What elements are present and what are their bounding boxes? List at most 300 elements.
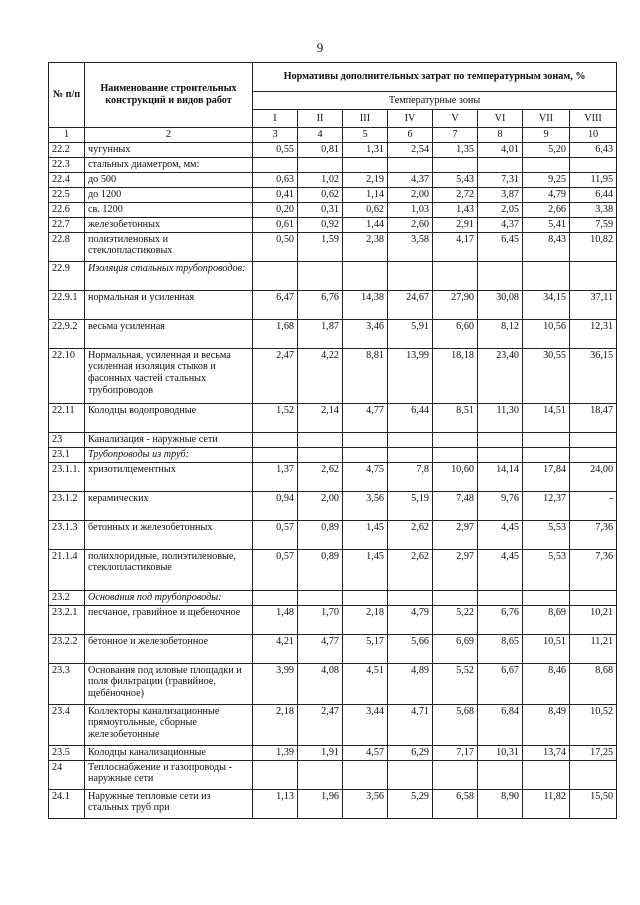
- row-value: [523, 447, 570, 462]
- row-value: [523, 157, 570, 172]
- row-code: 22.8: [49, 232, 85, 261]
- row-code: 23.3: [49, 663, 85, 704]
- row-value: 6,29: [388, 745, 433, 760]
- row-value: 23,40: [478, 348, 523, 403]
- row-code: 22.6: [49, 202, 85, 217]
- row-code: 23.1.1.: [49, 462, 85, 491]
- row-value: 13,99: [388, 348, 433, 403]
- row-value: 5,53: [523, 520, 570, 549]
- column-number: 9: [523, 128, 570, 143]
- row-value: 4,45: [478, 549, 523, 590]
- row-value: [388, 760, 433, 789]
- row-value: [298, 590, 343, 605]
- row-value: 2,14: [298, 403, 343, 432]
- zone-header: V: [433, 110, 478, 128]
- row-value: 8,51: [433, 403, 478, 432]
- row-value: [298, 760, 343, 789]
- row-value: 27,90: [433, 290, 478, 319]
- zone-header: VI: [478, 110, 523, 128]
- row-value: 4,37: [388, 172, 433, 187]
- table-row: [49, 590, 617, 605]
- row-value: 2,72: [433, 187, 478, 202]
- row-value: 2,54: [388, 142, 433, 157]
- row-value: 7,31: [478, 172, 523, 187]
- row-name: Коллекторы канализационные прямоугольные, сборные железобетонные: [85, 704, 253, 745]
- row-value: 14,51: [523, 403, 570, 432]
- row-code: 22.2: [49, 142, 85, 157]
- row-value: 10,82: [570, 232, 617, 261]
- row-value: 6,84: [478, 704, 523, 745]
- row-value: [523, 760, 570, 789]
- row-value: 2,05: [478, 202, 523, 217]
- column-number: 6: [388, 128, 433, 143]
- row-value: 5,29: [388, 789, 433, 818]
- row-value: 8,69: [523, 605, 570, 634]
- row-code: 22.9.1: [49, 290, 85, 319]
- row-value: 14,38: [343, 290, 388, 319]
- row-value: 5,91: [388, 319, 433, 348]
- row-value: 10,21: [570, 605, 617, 634]
- row-value: 17,84: [523, 462, 570, 491]
- row-value: 1,43: [433, 202, 478, 217]
- row-value: [478, 432, 523, 447]
- page-number: 9: [316, 40, 324, 55]
- row-name: до 500: [85, 172, 253, 187]
- row-value: [478, 447, 523, 462]
- row-value: 7,17: [433, 745, 478, 760]
- row-value: [253, 590, 298, 605]
- row-value: 1,48: [253, 605, 298, 634]
- row-value: 5,53: [523, 549, 570, 590]
- row-value: 0,62: [298, 187, 343, 202]
- row-value: 3,99: [253, 663, 298, 704]
- row-name: Трубопроводы из труб:: [85, 447, 253, 462]
- row-value: 2,97: [433, 520, 478, 549]
- row-value: 17,25: [570, 745, 617, 760]
- row-value: 2,91: [433, 217, 478, 232]
- row-name: Наружные тепловые сети из стальных труб при: [85, 789, 253, 818]
- row-name: железобетонных: [85, 217, 253, 232]
- row-value: 15,50: [570, 789, 617, 818]
- row-value: [478, 261, 523, 290]
- zone-header: VIII: [570, 110, 617, 128]
- column-number: 5: [343, 128, 388, 143]
- row-value: 0,50: [253, 232, 298, 261]
- row-value: 6,47: [253, 290, 298, 319]
- row-value: 2,97: [433, 549, 478, 590]
- row-code: 22.10: [49, 348, 85, 403]
- row-name: до 1200: [85, 187, 253, 202]
- row-name: Канализация - наружные сети: [85, 432, 253, 447]
- row-value: 24,00: [570, 462, 617, 491]
- row-code: 23: [49, 432, 85, 447]
- row-value: 1,70: [298, 605, 343, 634]
- row-value: 7,8: [388, 462, 433, 491]
- row-value: 8,46: [523, 663, 570, 704]
- row-value: 1,91: [298, 745, 343, 760]
- row-value: 12,37: [523, 491, 570, 520]
- row-value: 1,39: [253, 745, 298, 760]
- row-value: 6,45: [478, 232, 523, 261]
- row-value: 5,68: [433, 704, 478, 745]
- row-value: 1,35: [433, 142, 478, 157]
- row-name: полиэтиленовых и стеклопластиковых: [85, 232, 253, 261]
- row-value: 0,31: [298, 202, 343, 217]
- row-value: 10,51: [523, 634, 570, 663]
- row-value: 4,77: [298, 634, 343, 663]
- row-value: [388, 157, 433, 172]
- row-name: Основания под иловые площадки и поля фильтрации (гравийное, щебёночное): [85, 663, 253, 704]
- row-value: 9,76: [478, 491, 523, 520]
- row-value: [570, 760, 617, 789]
- column-number: 1: [49, 128, 85, 143]
- row-value: 2,66: [523, 202, 570, 217]
- row-value: 3,56: [343, 491, 388, 520]
- row-code: 23.1: [49, 447, 85, 462]
- row-value: 0,63: [253, 172, 298, 187]
- header-zones-label: Температурные зоны: [253, 92, 617, 110]
- row-name: песчаное, гравийное и щебеночное: [85, 605, 253, 634]
- zone-header: VII: [523, 110, 570, 128]
- header-no: № п/п: [49, 63, 85, 128]
- table-row: [49, 520, 617, 549]
- column-number: 10: [570, 128, 617, 143]
- row-value: 0,20: [253, 202, 298, 217]
- row-value: 4,01: [478, 142, 523, 157]
- row-value: 5,22: [433, 605, 478, 634]
- row-name: Теплоснабжение и газопроводы - наружные сети: [85, 760, 253, 789]
- row-value: 6,43: [570, 142, 617, 157]
- row-value: 7,36: [570, 520, 617, 549]
- row-name: св. 1200: [85, 202, 253, 217]
- row-value: 4,21: [253, 634, 298, 663]
- row-value: 3,58: [388, 232, 433, 261]
- row-name: бетонное и железобетонное: [85, 634, 253, 663]
- row-value: 0,57: [253, 549, 298, 590]
- row-value: 7,48: [433, 491, 478, 520]
- row-value: 4,17: [433, 232, 478, 261]
- row-value: 10,60: [433, 462, 478, 491]
- row-value: -: [570, 491, 617, 520]
- row-code: 23.2: [49, 590, 85, 605]
- row-value: 8,43: [523, 232, 570, 261]
- row-name: весьма усиленная: [85, 319, 253, 348]
- row-value: [433, 157, 478, 172]
- row-value: 1,52: [253, 403, 298, 432]
- column-number: 4: [298, 128, 343, 143]
- row-value: 2,47: [253, 348, 298, 403]
- row-value: 5,20: [523, 142, 570, 157]
- table-body: [49, 142, 617, 818]
- row-value: [298, 432, 343, 447]
- row-value: 7,59: [570, 217, 617, 232]
- row-value: 6,76: [478, 605, 523, 634]
- row-name: Колодцы канализационные: [85, 745, 253, 760]
- row-value: [343, 447, 388, 462]
- zone-header: III: [343, 110, 388, 128]
- row-value: 2,18: [343, 605, 388, 634]
- row-value: 2,62: [298, 462, 343, 491]
- row-value: 0,89: [298, 520, 343, 549]
- row-value: 3,46: [343, 319, 388, 348]
- row-value: [523, 590, 570, 605]
- row-value: [570, 590, 617, 605]
- row-value: [253, 261, 298, 290]
- row-value: [253, 157, 298, 172]
- row-value: 1,37: [253, 462, 298, 491]
- row-value: 5,43: [433, 172, 478, 187]
- row-value: 4,79: [523, 187, 570, 202]
- row-name: чугунных: [85, 142, 253, 157]
- row-code: 22.5: [49, 187, 85, 202]
- row-value: [343, 760, 388, 789]
- row-value: [478, 157, 523, 172]
- row-value: 4,77: [343, 403, 388, 432]
- column-number: 8: [478, 128, 523, 143]
- table-row: [49, 202, 617, 217]
- table-row: [49, 232, 617, 261]
- row-value: 8,12: [478, 319, 523, 348]
- row-value: [253, 760, 298, 789]
- row-value: [388, 447, 433, 462]
- row-value: [478, 590, 523, 605]
- row-value: 30,08: [478, 290, 523, 319]
- row-value: 1,13: [253, 789, 298, 818]
- table-row: [49, 172, 617, 187]
- row-value: 6,69: [433, 634, 478, 663]
- row-value: [253, 447, 298, 462]
- row-value: 8,49: [523, 704, 570, 745]
- row-name: бетонных и железобетонных: [85, 520, 253, 549]
- row-value: 2,19: [343, 172, 388, 187]
- row-value: 6,60: [433, 319, 478, 348]
- row-value: 9,25: [523, 172, 570, 187]
- table-row: [49, 348, 617, 403]
- row-value: 1,59: [298, 232, 343, 261]
- row-value: 0,55: [253, 142, 298, 157]
- row-value: 4,89: [388, 663, 433, 704]
- row-value: [433, 261, 478, 290]
- row-value: 14,14: [478, 462, 523, 491]
- row-code: 22.9.2: [49, 319, 85, 348]
- row-value: 2,47: [298, 704, 343, 745]
- row-value: 0,57: [253, 520, 298, 549]
- zone-header: II: [298, 110, 343, 128]
- row-value: [433, 760, 478, 789]
- row-value: [570, 447, 617, 462]
- table-row: [49, 261, 617, 290]
- row-value: [343, 157, 388, 172]
- row-value: 34,15: [523, 290, 570, 319]
- norms-table: [48, 62, 617, 819]
- row-value: [570, 432, 617, 447]
- row-value: [388, 590, 433, 605]
- row-value: 1,44: [343, 217, 388, 232]
- row-value: 2,00: [388, 187, 433, 202]
- row-value: 1,31: [343, 142, 388, 157]
- row-value: 1,96: [298, 789, 343, 818]
- row-value: 4,22: [298, 348, 343, 403]
- zone-header: I: [253, 110, 298, 128]
- row-value: [298, 261, 343, 290]
- row-value: 4,45: [478, 520, 523, 549]
- row-value: 30,55: [523, 348, 570, 403]
- row-value: [478, 760, 523, 789]
- table-row: [49, 217, 617, 232]
- row-value: 0,92: [298, 217, 343, 232]
- column-number: 7: [433, 128, 478, 143]
- row-code: 23.1.3: [49, 520, 85, 549]
- row-value: 18,47: [570, 403, 617, 432]
- row-code: 24.1: [49, 789, 85, 818]
- row-code: 22.11: [49, 403, 85, 432]
- table-row: [49, 319, 617, 348]
- table-row: [49, 432, 617, 447]
- table-row: [49, 745, 617, 760]
- row-value: 11,21: [570, 634, 617, 663]
- row-value: 6,44: [388, 403, 433, 432]
- row-code: 23.4: [49, 704, 85, 745]
- table-row: [49, 605, 617, 634]
- row-value: 2,60: [388, 217, 433, 232]
- row-code: 23.5: [49, 745, 85, 760]
- row-value: 5,17: [343, 634, 388, 663]
- row-value: 1,03: [388, 202, 433, 217]
- row-value: 6,76: [298, 290, 343, 319]
- row-code: 24: [49, 760, 85, 789]
- header-norms: Нормативы дополнительных затрат по температурным зонам, %: [253, 63, 617, 92]
- row-value: 0,62: [343, 202, 388, 217]
- row-value: 2,38: [343, 232, 388, 261]
- row-code: 21.1.4: [49, 549, 85, 590]
- row-name: хризотилцементных: [85, 462, 253, 491]
- row-name: Колодцы водопроводные: [85, 403, 253, 432]
- row-code: 22.4: [49, 172, 85, 187]
- row-value: 2,18: [253, 704, 298, 745]
- row-value: 3,87: [478, 187, 523, 202]
- row-value: [298, 447, 343, 462]
- row-name: полихлоридные, полиэтиленовые, стеклопластиковые: [85, 549, 253, 590]
- row-value: [298, 157, 343, 172]
- row-value: 8,68: [570, 663, 617, 704]
- row-value: 4,08: [298, 663, 343, 704]
- row-value: [388, 261, 433, 290]
- row-value: 11,95: [570, 172, 617, 187]
- row-value: 37,11: [570, 290, 617, 319]
- row-value: 3,38: [570, 202, 617, 217]
- row-value: 10,31: [478, 745, 523, 760]
- row-value: [343, 432, 388, 447]
- table-row: [49, 290, 617, 319]
- column-number: 3: [253, 128, 298, 143]
- row-value: [433, 447, 478, 462]
- row-value: [523, 261, 570, 290]
- row-value: [570, 157, 617, 172]
- table-row: [49, 403, 617, 432]
- table-row: [49, 549, 617, 590]
- row-value: 4,51: [343, 663, 388, 704]
- row-value: 18,18: [433, 348, 478, 403]
- row-name: стальных диаметром, мм:: [85, 157, 253, 172]
- row-value: 2,62: [388, 520, 433, 549]
- row-value: [570, 261, 617, 290]
- table-row: [49, 704, 617, 745]
- row-value: 24,67: [388, 290, 433, 319]
- table-row: [49, 789, 617, 818]
- row-value: 0,41: [253, 187, 298, 202]
- row-name: Изоляция стальных трубопроводов:: [85, 261, 253, 290]
- row-value: 0,94: [253, 491, 298, 520]
- row-value: 13,74: [523, 745, 570, 760]
- table-row: [49, 447, 617, 462]
- row-value: 6,58: [433, 789, 478, 818]
- row-value: 11,82: [523, 789, 570, 818]
- row-name: Нормальная, усиленная и весьма усиленная изоляция стыков и фасонных частей стальных трубопроводов: [85, 348, 253, 403]
- row-value: 5,52: [433, 663, 478, 704]
- row-value: 5,41: [523, 217, 570, 232]
- row-value: 2,62: [388, 549, 433, 590]
- row-value: 5,19: [388, 491, 433, 520]
- row-value: 12,31: [570, 319, 617, 348]
- row-value: 10,52: [570, 704, 617, 745]
- row-name: нормальная и усиленная: [85, 290, 253, 319]
- row-code: 23.1.2: [49, 491, 85, 520]
- row-value: 6,67: [478, 663, 523, 704]
- table-row: [49, 663, 617, 704]
- row-value: 1,02: [298, 172, 343, 187]
- table-row: [49, 142, 617, 157]
- row-value: [523, 432, 570, 447]
- row-value: 4,75: [343, 462, 388, 491]
- table-row: [49, 760, 617, 789]
- row-value: 10,56: [523, 319, 570, 348]
- row-value: 8,65: [478, 634, 523, 663]
- row-value: 1,45: [343, 520, 388, 549]
- row-value: 4,79: [388, 605, 433, 634]
- row-value: 11,30: [478, 403, 523, 432]
- row-code: 22.3: [49, 157, 85, 172]
- row-code: 23.2.1: [49, 605, 85, 634]
- table-row: [49, 462, 617, 491]
- row-value: 4,37: [478, 217, 523, 232]
- row-value: 8,81: [343, 348, 388, 403]
- row-code: 22.9: [49, 261, 85, 290]
- row-code: 23.2.2: [49, 634, 85, 663]
- row-name: Основания под трубопроводы:: [85, 590, 253, 605]
- row-name: керамических: [85, 491, 253, 520]
- row-value: 0,81: [298, 142, 343, 157]
- row-value: 3,56: [343, 789, 388, 818]
- table-row: [49, 491, 617, 520]
- row-value: 3,44: [343, 704, 388, 745]
- row-value: 4,71: [388, 704, 433, 745]
- row-value: [343, 261, 388, 290]
- row-value: [433, 590, 478, 605]
- row-value: 1,87: [298, 319, 343, 348]
- row-value: 0,61: [253, 217, 298, 232]
- row-value: 1,68: [253, 319, 298, 348]
- header-name: Наименование строительных конструкций и видов работ: [85, 63, 253, 128]
- row-value: 1,45: [343, 549, 388, 590]
- row-value: 1,14: [343, 187, 388, 202]
- row-value: 36,15: [570, 348, 617, 403]
- zone-header: IV: [388, 110, 433, 128]
- table-row: [49, 187, 617, 202]
- column-number: 2: [85, 128, 253, 143]
- table-row: [49, 157, 617, 172]
- row-value: 2,00: [298, 491, 343, 520]
- row-value: 6,44: [570, 187, 617, 202]
